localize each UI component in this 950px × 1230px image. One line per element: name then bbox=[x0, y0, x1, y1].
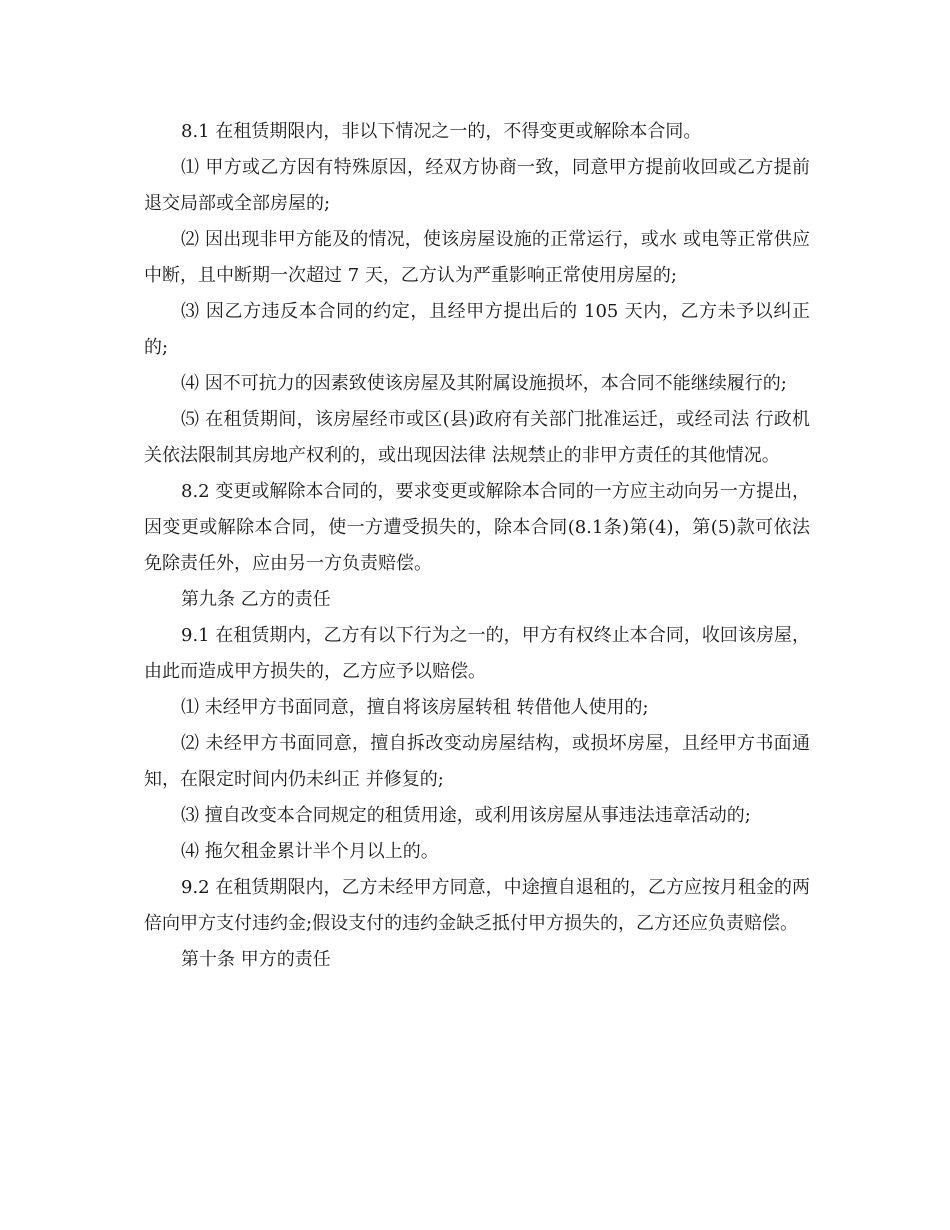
paragraph-8-1: 8.1 在租赁期限内，非以下情况之一的，不得变更或解除本合同。 bbox=[181, 121, 702, 142]
paragraph-9-1-item-2: ⑵ 未经甲方书面同意，擅自拆改变动房屋结构，或损坏房屋，且经甲方书面通知，在限定时间内仍未纠正 并修复的; bbox=[144, 733, 810, 790]
paragraph-8-1-item-3: ⑶ 因乙方违反本合同的约定，且经甲方提出后的 105 天内，乙方未予以纠正的; bbox=[144, 301, 810, 358]
paragraph-9-1-item-3: ⑶ 擅自改变本合同规定的租赁用途，或利用该房屋从事违法违章活动的; bbox=[181, 805, 751, 826]
paragraph-9-1-item-1: ⑴ 未经甲方书面同意，擅自将该房屋转租 转借他人使用的; bbox=[181, 697, 649, 718]
paragraph-8-1-item-5: ⑸ 在租赁期间，该房屋经市或区(县)政府有关部门批准运迁，或经司法 行政机关依法限制其房地产权利的，或出现因法律 法规禁止的非甲方责任的其他情况。 bbox=[144, 409, 810, 466]
paragraph-8-1-item-4: ⑷ 因不可抗力的因素致使该房屋及其附属设施损坏，本合同不能继续履行的; bbox=[181, 373, 787, 394]
article-10-heading: 第十条 甲方的责任 bbox=[181, 949, 331, 970]
paragraph-9-1-item-4: ⑷ 拖欠租金累计半个月以上的。 bbox=[181, 841, 439, 862]
paragraph-9-1: 9.1 在租赁期内，乙方有以下行为之一的，甲方有权终止本合同，收回该房屋，由此而造成甲方损失的，乙方应予以赔偿。 bbox=[144, 625, 810, 682]
paragraph-8-1-item-1: ⑴ 甲方或乙方因有特殊原因，经双方协商一致，同意甲方提前收回或乙方提前退交局部或全部房屋的; bbox=[144, 157, 810, 214]
paragraph-8-2: 8.2 变更或解除本合同的，要求变更或解除本合同的一方应主动向另一方提出，因变更或解除本合同，使一方遭受损失的，除本合同(8.1条)第(4)，第(5)款可依法免除责任外，应由另一方负责赔偿。 bbox=[144, 481, 810, 574]
paragraph-9-2: 9.2 在租赁期限内，乙方未经甲方同意，中途擅自退租的，乙方应按月租金的两倍向甲方支付违约金;假设支付的违约金缺乏抵付甲方损失的，乙方还应负责赔偿。 bbox=[144, 877, 810, 934]
article-9-heading: 第九条 乙方的责任 bbox=[181, 589, 331, 610]
paragraph-8-1-item-2: ⑵ 因出现非甲方能及的情况，使该房屋设施的正常运行，或水 或电等正常供应中断，且中断期一次超过 7 天，乙方认为严重影响正常使用房屋的; bbox=[144, 229, 810, 286]
document-body bbox=[144, 114, 810, 978]
